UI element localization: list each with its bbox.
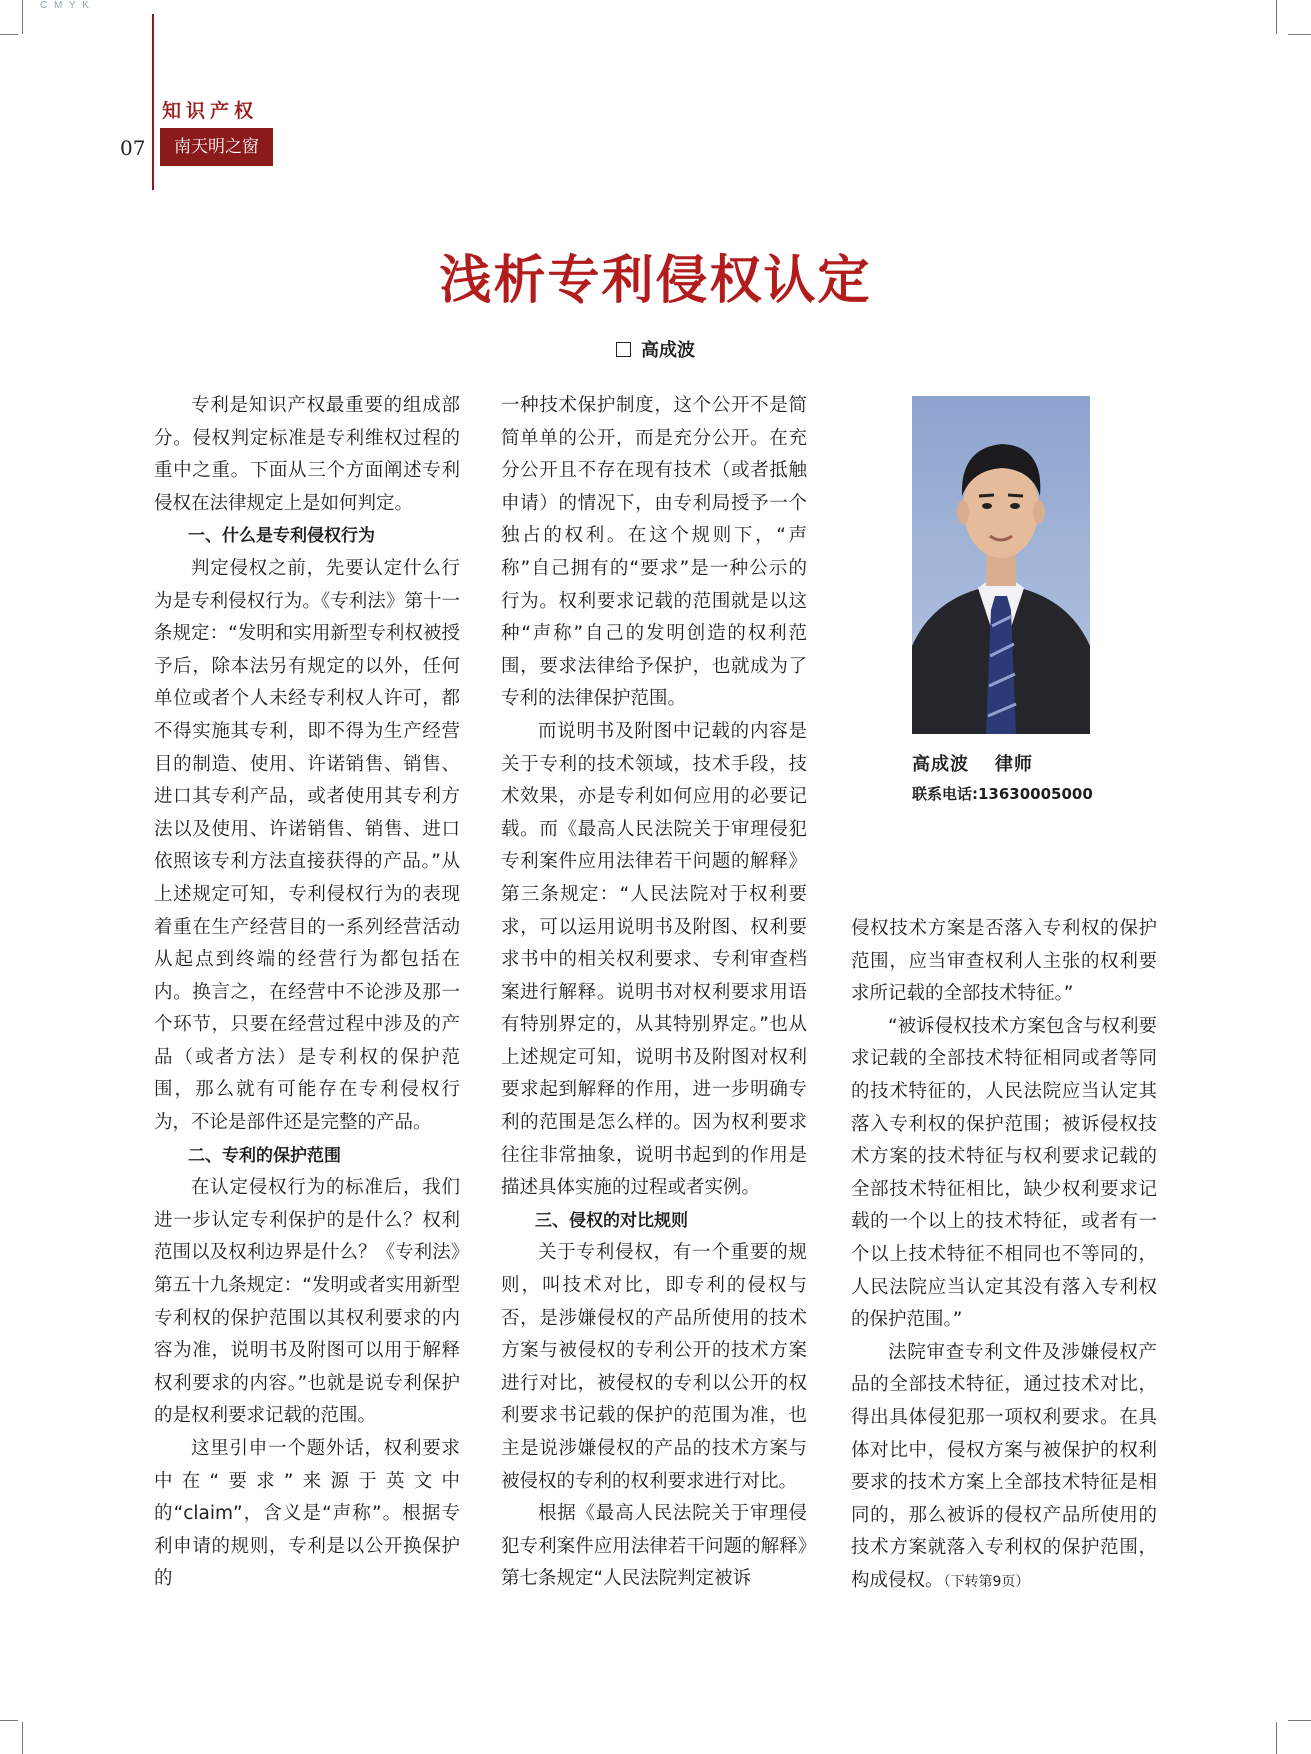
cmyk-mark: C M Y K	[40, 0, 91, 11]
section-heading: 三、侵权的对比规则	[535, 1210, 688, 1231]
author-name: 高成波	[641, 340, 695, 361]
section-label: 知识产权	[162, 100, 259, 122]
text-column-2	[501, 390, 807, 1596]
column-name-badge: 南天明之窗	[160, 128, 273, 166]
author-byline	[0, 336, 1311, 362]
crop-mark	[1288, 34, 1311, 35]
paragraph: 这里引申一个题外话，权利要求中在“要求”来源于英文中的“claim”，含义是“声称”。根据专利申请的规则，专利是以公开换保护的	[154, 1438, 460, 1590]
header-rule	[152, 14, 154, 190]
paragraph: 根据《最高人民法院关于审理侵犯专利案件应用法律若干问题的解释》第七条规定“人民法院判定被诉	[501, 1503, 807, 1590]
portrait-illustration	[912, 396, 1090, 734]
lawyer-title: 律师	[995, 754, 1033, 775]
crop-mark	[0, 34, 18, 35]
article-title: 浅析专利侵权认定	[439, 251, 872, 311]
paragraph: 在认定侵权行为的标准后，我们进一步认定专利保护的是什么？权利范围以及权利边界是什么？《专利法》第五十九条规定：“发明或者实用新型专利权的保护范围以其权利要求的内容为准，说明书及附图可以用于解释权利要求的内容。”也就是说专利保护的是权利要求记载的范围。	[154, 1177, 460, 1427]
text-column-1	[154, 390, 460, 1596]
paragraph: 专利是知识产权最重要的组成部分。侵权判定标准是专利维权过程的重中之重。下面从三个方面阐述专利侵权在法律规定上是如何判定。	[154, 395, 460, 514]
photo-caption-name	[912, 750, 1033, 776]
text-column-3	[851, 913, 1157, 1598]
crop-mark	[1288, 1720, 1311, 1721]
paragraph: “被诉侵权技术方案包含与权利要求记载的全部技术特征相同或者等同的技术特征的，人民法院应当认定其落入专利权的保护范围；被诉侵权技术方案的技术特征与权利要求记载的全部技术特征相比，缺少权利要求记载的一个以上的技术特征，或者有一个以上技术特征不相同也不等同的，人民法院应当认定其没有落入专利权的保护范围。”	[851, 1015, 1157, 1331]
continued-note: （下转第9页）	[943, 1573, 1030, 1590]
section-heading: 二、专利的保护范围	[188, 1145, 341, 1166]
section-heading: 一、什么是专利侵权行为	[188, 526, 375, 547]
photo-caption-phone: 联系电话:13630005000	[912, 785, 1093, 803]
paragraph	[851, 1337, 1157, 1599]
paragraph: 关于专利侵权，有一个重要的规则，叫技术对比，即专利的侵权与否，是涉嫌侵权的产品所使用的技术方案与被侵权的专利公开的技术方案进行对比，被侵权的专利以公开的权利要求书记载的保护的范围为准，也主是说涉嫌侵权的产品的技术方案与被侵权的专利的权利要求进行对比。	[501, 1242, 807, 1492]
crop-mark	[22, 1722, 23, 1754]
paragraph: 一种技术保护制度，这个公开不是简简单单的公开，而是充分公开。在充分公开且不存在现有技术（或者抵触申请）的情况下，由专利局授予一个独占的权利。在这个规则下，“声称”自己拥有的“要求”是一种公示的行为。权利要求记载的范围就是以这种“声称”自己的发明创造的权利范围，要求法律给予保护，也就成为了专利的法律保护范围。	[501, 395, 807, 710]
paragraph: 而说明书及附图中记载的内容是关于专利的技术领域，技术手段，技术效果，亦是专利如何应用的必要记载。而《最高人民法院关于审理侵犯专利案件应用法律若干问题的解释》第三条规定：“人民法院对于权利要求，可以运用说明书及附图、权利要求书中的相关权利要求、专利审查档案进行解释。说明书对权利要求用语有特别界定的，从其特别界定。”也从上述规定可知，说明书及附图对权利要求起到解释的作用，进一步明确专利的范围是怎么样的。因为权利要求往往非常抽象，说明书起到的作用是描述具体实施的过程或者实例。	[501, 720, 807, 1199]
paragraph: 侵权技术方案是否落入专利权的保护范围，应当审查权利人主张的权利要求所记载的全部技术特征。”	[851, 918, 1157, 1005]
crop-mark	[22, 0, 23, 34]
crop-mark	[0, 1720, 18, 1721]
paragraph-text: 法院审查专利文件及涉嫌侵权产品的全部技术特征，通过技术对比，得出具体侵犯那一项权利要求。在具体对比中，侵权方案与被保护的权利要求的技术方案上全部技术特征是相同的，那么被诉的侵权产品所使用的技术方案就落入专利权的保护范围，构成侵权。	[851, 1341, 1157, 1591]
paragraph: 判定侵权之前，先要认定什么行为是专利侵权行为。《专利法》第十一条规定：“发明和实用新型专利权被授予后，除本法另有规定的以外，任何单位或者个人未经专利权人许可，都不得实施其专利，即不得为生产经营目的制造、使用、许诺销售、销售、进口其专利产品，或者使用其专利方法以及使用、许诺销售、销售、进口依照该专利方法直接获得的产品。”从上述规定可知，专利侵权行为的表现着重在生产经营目的一系列经营活动从起点到终端的经营行为都包括在内。换言之，在经营中不论涉及那一个环节，只要在经营过程中涉及的产品（或者方法）是专利权的保护范围，那么就有可能存在专利侵权行为，不论是部件还是完整的产品。	[154, 557, 460, 1134]
author-portrait	[912, 396, 1090, 734]
crop-mark	[1276, 1722, 1277, 1754]
square-icon	[616, 342, 631, 357]
crop-mark	[1276, 0, 1277, 34]
page-number: 07	[120, 136, 146, 160]
lawyer-name: 高成波	[912, 754, 969, 775]
